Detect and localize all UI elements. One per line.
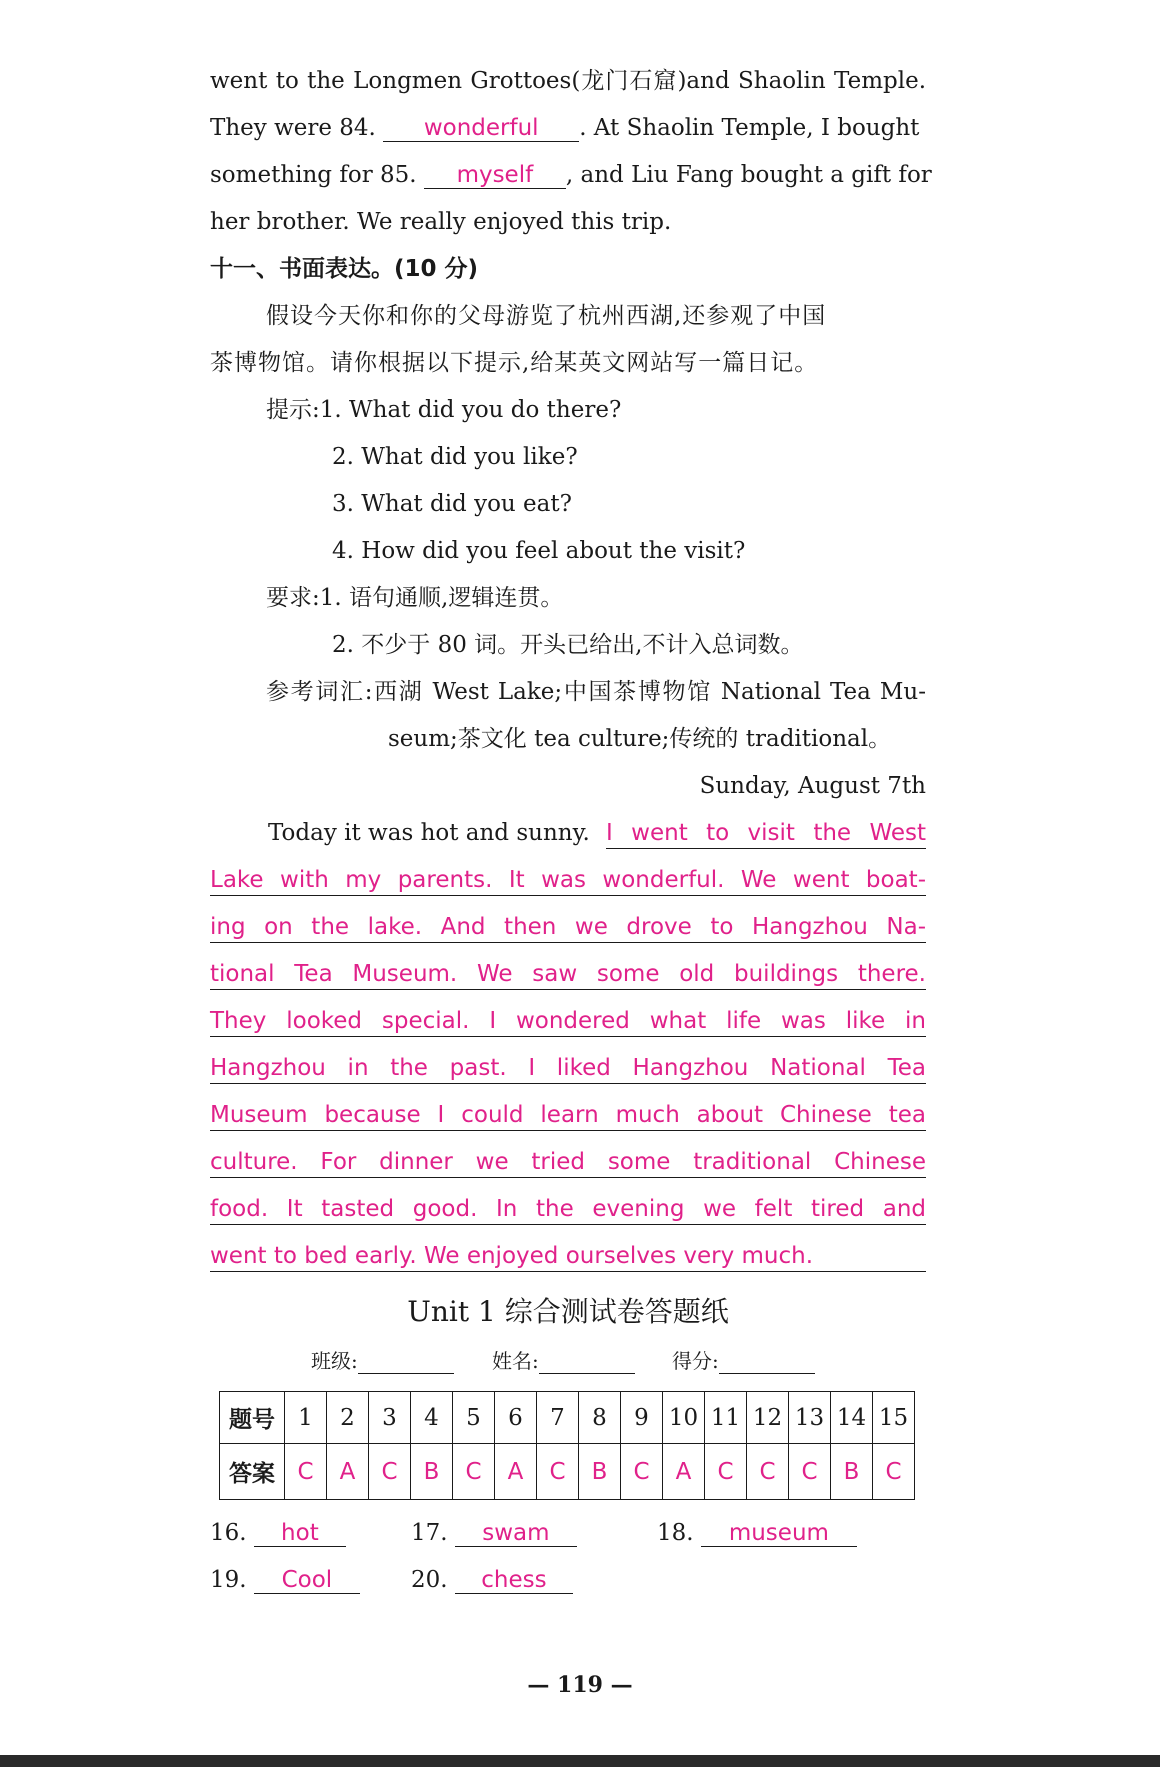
fill-answer-17: swam bbox=[455, 1520, 577, 1547]
diary-opening: Today it was hot and sunny. bbox=[268, 820, 590, 846]
prompt-line-1: 假设今天你和你的父母游览了杭州西湖,还参观了中国 bbox=[266, 303, 827, 329]
question-number: 8 bbox=[579, 1392, 621, 1444]
page-bottom-bar bbox=[0, 1755, 1160, 1767]
answer-cell: C bbox=[369, 1444, 411, 1500]
fill-item-16: 16. hot bbox=[210, 1518, 346, 1548]
requirement-row-1: 要求:1. 语句通顺,逻辑连贯。 bbox=[266, 585, 564, 611]
answer-cell: A bbox=[495, 1444, 537, 1500]
score-blank bbox=[719, 1351, 815, 1374]
fill-answer-19: Cool bbox=[254, 1567, 360, 1594]
answer-blank-85: myself bbox=[424, 162, 566, 189]
answer-cell: C bbox=[621, 1444, 663, 1500]
fill-answer-20: chess bbox=[455, 1567, 573, 1594]
hint-3: 3. What did you eat? bbox=[332, 491, 572, 517]
answer-cell: C bbox=[747, 1444, 789, 1500]
answer-line-7: culture. For dinner we tried some traditional Chinese bbox=[210, 1149, 926, 1175]
answer-line-5: Hangzhou in the past. I liked Hangzhou National Tea bbox=[210, 1055, 926, 1081]
passage-line-1: went to the Longmen Grottoes(龙门石窟)and Shaolin Temple. bbox=[210, 68, 926, 94]
answer-line-9: went to bed early. We enjoyed ourselves very much. bbox=[210, 1243, 814, 1269]
fill-answer-16: hot bbox=[254, 1520, 346, 1547]
answer-cell: C bbox=[705, 1444, 747, 1500]
page-number: — 119 — bbox=[527, 1672, 633, 1698]
question-number: 1 bbox=[285, 1392, 327, 1444]
question-number: 4 bbox=[411, 1392, 453, 1444]
answer-table bbox=[219, 1391, 915, 1500]
question-number: 3 bbox=[369, 1392, 411, 1444]
answer-cell: C bbox=[789, 1444, 831, 1500]
answer-first-line: I went to visit the West bbox=[606, 820, 926, 846]
requirement-2: 2. 不少于 80 词。开头已给出,不计入总词数。 bbox=[332, 632, 804, 658]
answer-line-1: Lake with my parents. It was wonderful. We went boat- bbox=[210, 867, 926, 893]
answer-cell: C bbox=[453, 1444, 495, 1500]
passage-line-2: They were 84. wonderful . At Shaolin Temple, I bought bbox=[210, 115, 920, 141]
question-number: 9 bbox=[621, 1392, 663, 1444]
vocab-line-1: 参考词汇:西湖 West Lake;中国茶博物馆 National Tea Mu- bbox=[266, 679, 926, 705]
fill-answer-18: museum bbox=[701, 1520, 857, 1547]
answer-blank-84: wonderful bbox=[383, 115, 579, 142]
answer-cell: B bbox=[411, 1444, 453, 1500]
answer-line-4: They looked special. I wondered what life was like in bbox=[210, 1008, 926, 1034]
class-field: 班级: bbox=[311, 1345, 454, 1374]
diary-date: Sunday, August 7th bbox=[699, 773, 926, 799]
vocab-line-2: seum;茶文化 tea culture;传统的 traditional。 bbox=[388, 726, 892, 752]
passage-line-3: something for 85. myself , and Liu Fang bought a gift for bbox=[210, 162, 932, 188]
answer-cell: C bbox=[537, 1444, 579, 1500]
row-label-answer: 答案 bbox=[220, 1444, 285, 1500]
question-number: 15 bbox=[873, 1392, 915, 1444]
answer-line-8: food. It tasted good. In the evening we felt tired and bbox=[210, 1196, 926, 1222]
answer-line-3: tional Tea Museum. We saw some old buildings there. bbox=[210, 961, 926, 987]
fill-item-20: 20. chess bbox=[411, 1565, 573, 1595]
answer-cell: B bbox=[579, 1444, 621, 1500]
hint-4: 4. How did you feel about the visit? bbox=[332, 538, 746, 564]
question-number-row bbox=[220, 1392, 915, 1444]
question-number: 10 bbox=[663, 1392, 705, 1444]
answer-cell: A bbox=[663, 1444, 705, 1500]
answer-cell: C bbox=[873, 1444, 915, 1500]
hints-row-1: 提示:1. What did you do there? bbox=[266, 397, 622, 423]
fill-item-18: 18. museum bbox=[657, 1518, 857, 1548]
answer-line-2: ing on the lake. And then we drove to Hangzhou Na- bbox=[210, 914, 926, 940]
question-number: 13 bbox=[789, 1392, 831, 1444]
question-number: 12 bbox=[747, 1392, 789, 1444]
fill-item-19: 19. Cool bbox=[210, 1565, 360, 1595]
name-blank bbox=[539, 1351, 635, 1374]
answer-cell: A bbox=[327, 1444, 369, 1500]
passage-line-4: her brother. We really enjoyed this trip. bbox=[210, 209, 672, 235]
prompt-line-2: 茶博物馆。请你根据以下提示,给某英文网站写一篇日记。 bbox=[210, 350, 819, 376]
hint-2: 2. What did you like? bbox=[332, 444, 578, 470]
question-number: 6 bbox=[495, 1392, 537, 1444]
class-blank bbox=[358, 1351, 454, 1374]
question-number: 7 bbox=[537, 1392, 579, 1444]
question-number: 2 bbox=[327, 1392, 369, 1444]
question-number: 11 bbox=[705, 1392, 747, 1444]
score-field: 得分: bbox=[672, 1345, 815, 1374]
answer-cell: B bbox=[831, 1444, 873, 1500]
answer-line-6: Museum because I could learn much about Chinese tea bbox=[210, 1102, 926, 1128]
row-label-number: 题号 bbox=[220, 1392, 285, 1444]
fill-item-17: 17. swam bbox=[411, 1518, 577, 1548]
question-number: 14 bbox=[831, 1392, 873, 1444]
answer-cell: C bbox=[285, 1444, 327, 1500]
name-field: 姓名: bbox=[492, 1345, 635, 1374]
section-heading: 十一、书面表达。(10 分) bbox=[210, 256, 479, 282]
answer-sheet-title: Unit 1 综合测试卷答题纸 bbox=[407, 1295, 729, 1328]
answer-row bbox=[220, 1444, 915, 1500]
question-number: 5 bbox=[453, 1392, 495, 1444]
